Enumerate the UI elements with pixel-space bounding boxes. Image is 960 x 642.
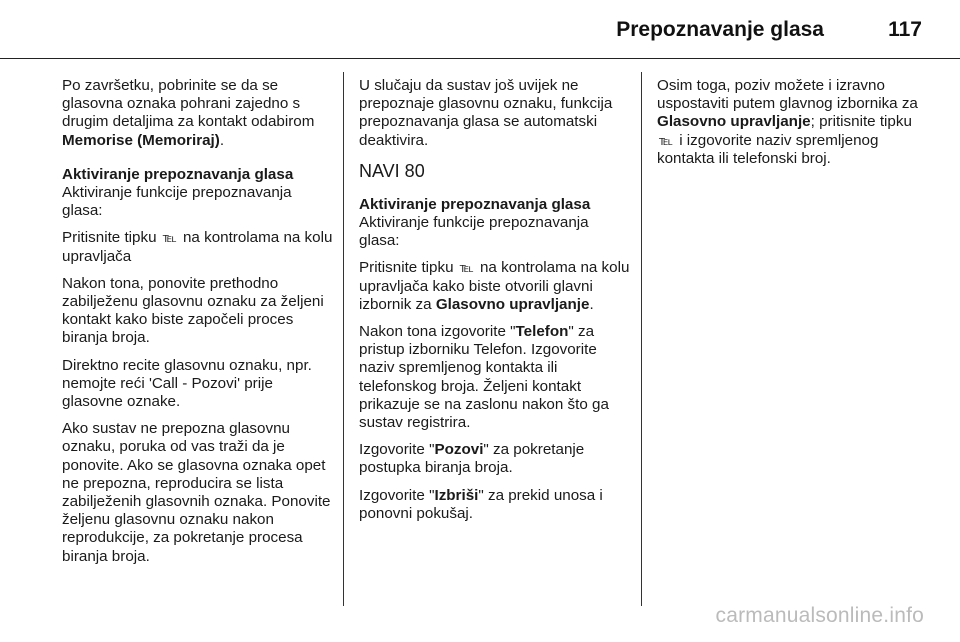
paragraph-press-button [359, 259, 631, 314]
header-rule [0, 58, 960, 59]
paragraph-say-telefon [359, 323, 631, 432]
subheading-activation [62, 166, 334, 184]
column-2 [359, 77, 631, 532]
paragraph-text: Pritisnite tipku [62, 229, 157, 247]
page-title: Prepoznavanje glasa [616, 18, 824, 41]
paragraph-text: na kontrolama na kolu upravljača [62, 229, 333, 265]
paragraph-deactivate: U slučaju da sustav još uvijek ne prepoznaje glasovnu oznaku, funkcija prepoznavanja glasa se automatski deaktivira. [359, 77, 613, 149]
paragraph-say-pozovi [359, 441, 631, 477]
paragraph-text: Osim toga, poziv možete i izravno uspostaviti putem glavnog izbornika za [657, 77, 918, 113]
paragraph-text: ; pritisnite tipku [810, 113, 912, 131]
paragraph-activation: Aktiviranje funkcije prepoznavanja glasa: [62, 184, 292, 220]
paragraph-text: " za pokretanje postupka biranja broja. [359, 441, 585, 477]
paragraph-text: Pritisnite tipku [359, 259, 454, 277]
paragraph-text: Nakon tona izgovorite " [359, 323, 516, 341]
subheading-text: Aktiviranje prepoznavanja glasa [359, 195, 591, 213]
paragraph-text: na kontrolama na kolu upravljača kako biste otvorili glavni izbornik za [359, 259, 630, 313]
paragraph-text: i izgovorite naziv spremljenog kontakta ili telefonski broj. [657, 131, 879, 167]
column-divider-1 [343, 72, 344, 606]
paragraph-text: " za prekid unosa i ponovni pokušaj. [359, 486, 603, 522]
page-number: 117 [888, 18, 922, 41]
paragraph-direct-say: Direktno recite glasovnu oznaku, npr. nemojte reći 'Call - Pozovi' prije glasovne oznake. [62, 356, 312, 411]
voice-control-icon: ℡ [459, 260, 474, 276]
paragraph-text: Izgovorite " [359, 486, 435, 504]
paragraph-press-button [62, 229, 334, 265]
column-divider-2 [641, 72, 642, 606]
voice-control-menu-label: Glasovno upravljanje [657, 113, 811, 131]
voice-control-icon: ℡ [659, 132, 673, 148]
page-header [0, 0, 960, 58]
watermark: carmanualsonline.info [715, 604, 924, 627]
command-pozovi: Pozovi [434, 441, 484, 459]
paragraph-text: " za pristup izborniku Telefon. Izgovorite naziv spremljenog kontakta ili telefonskog broja. Željeni kontakt prikazuje se na zaslonu nakon što ga sustav registrira. [359, 323, 609, 432]
command-izbrisi: Izbriši [434, 486, 479, 504]
paragraph-text: Izgovorite " [359, 441, 435, 459]
memorise-option: Memorise (Memoriraj) [62, 131, 220, 149]
subheading-activation [359, 196, 631, 214]
section-heading-navi80: NAVI 80 [359, 160, 425, 181]
column-3 [657, 77, 929, 177]
voice-control-menu-label: Glasovno upravljanje [435, 295, 590, 313]
paragraph-say-izbrisi [359, 487, 631, 523]
paragraph-text: Po završetku, pobrinite se da se glasovna oznaka pohrani zajedno s drugim detaljima za kontakt odabirom [62, 77, 315, 131]
paragraph-end: . [589, 295, 594, 313]
paragraph-end: . [219, 131, 225, 149]
command-telefon: Telefon [515, 323, 569, 341]
subheading-text: Aktiviranje prepoznavanja glasa [62, 165, 294, 183]
paragraph-after-tone: Nakon tona, ponovite prethodno zabilježenu glasovnu oznaku za željeni kontakt kako biste započeli proces biranja broja. [62, 274, 324, 347]
paragraph-not-recognised: Ako sustav ne prepozna glasovnu oznaku, poruka od vas traži da je ponovite. Ako se glasovna oznaka opet ne prepozna, reproducira se lista zabilježenih glasovnih oznaka. Ponovite željenu glasovnu oznaku nakon reprodukcije, za pokretanje procesa biranja broja. [62, 420, 331, 565]
paragraph-direct-call [657, 77, 929, 168]
paragraph-activation: Aktiviranje funkcije prepoznavanja glasa: [359, 214, 589, 250]
column-1 [62, 77, 334, 575]
voice-control-icon: ℡ [162, 230, 177, 246]
paragraph-memorise [62, 77, 334, 150]
